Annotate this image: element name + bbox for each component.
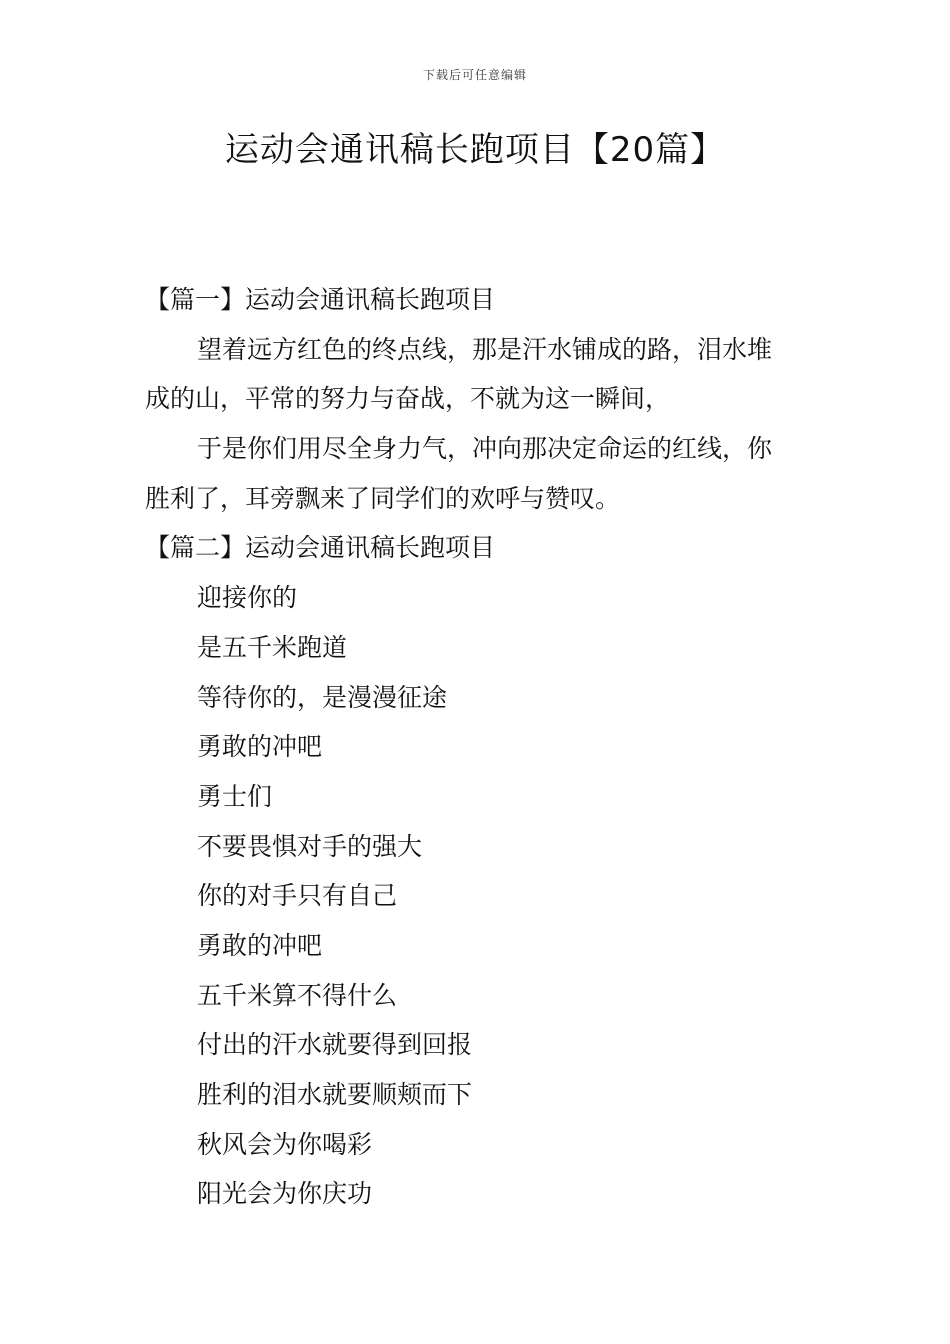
poem-line: 秋风会为你喝彩	[197, 1129, 373, 1159]
paragraph-line: 于是你们用尽全身力气，冲向那决定命运的红线，你	[197, 434, 773, 464]
poem-line: 付出的汗水就要得到回报	[197, 1030, 473, 1060]
poem-line: 勇敢的冲吧	[197, 732, 323, 762]
poem-line: 不要畏惧对手的强大	[197, 831, 423, 861]
poem-line: 勇敢的冲吧	[197, 930, 323, 960]
poem-line: 是五千米跑道	[197, 632, 348, 662]
poem-line: 等待你的，是漫漫征途	[197, 682, 448, 712]
poem-line: 你的对手只有自己	[197, 881, 398, 911]
poem-line: 胜利的泪水就要顺颊而下	[197, 1080, 473, 1109]
section-heading: 【篇二】运动会通讯稿长跑项目	[145, 533, 496, 563]
page-header-note: 下载后可任意编辑	[422, 68, 527, 82]
poem-line: 勇士们	[197, 781, 273, 811]
poem-line: 五千米算不得什么	[197, 980, 398, 1010]
paragraph-line: 望着远方红色的终点线，那是汗水铺成的路，泪水堆	[197, 334, 773, 364]
paragraph-line: 胜利了，耳旁飘来了同学们的欢呼与赞叹。	[145, 483, 621, 513]
document-title: 运动会通讯稿长跑项目【20篇】	[224, 130, 726, 170]
poem-line: 阳光会为你庆功	[197, 1179, 373, 1209]
poem-line: 迎接你的	[197, 583, 298, 613]
section-heading: 【篇一】运动会通讯稿长跑项目	[145, 285, 496, 314]
document-body	[145, 275, 810, 1219]
paragraph-line: 成的山，平常的努力与奋战，不就为这一瞬间，	[145, 384, 671, 414]
